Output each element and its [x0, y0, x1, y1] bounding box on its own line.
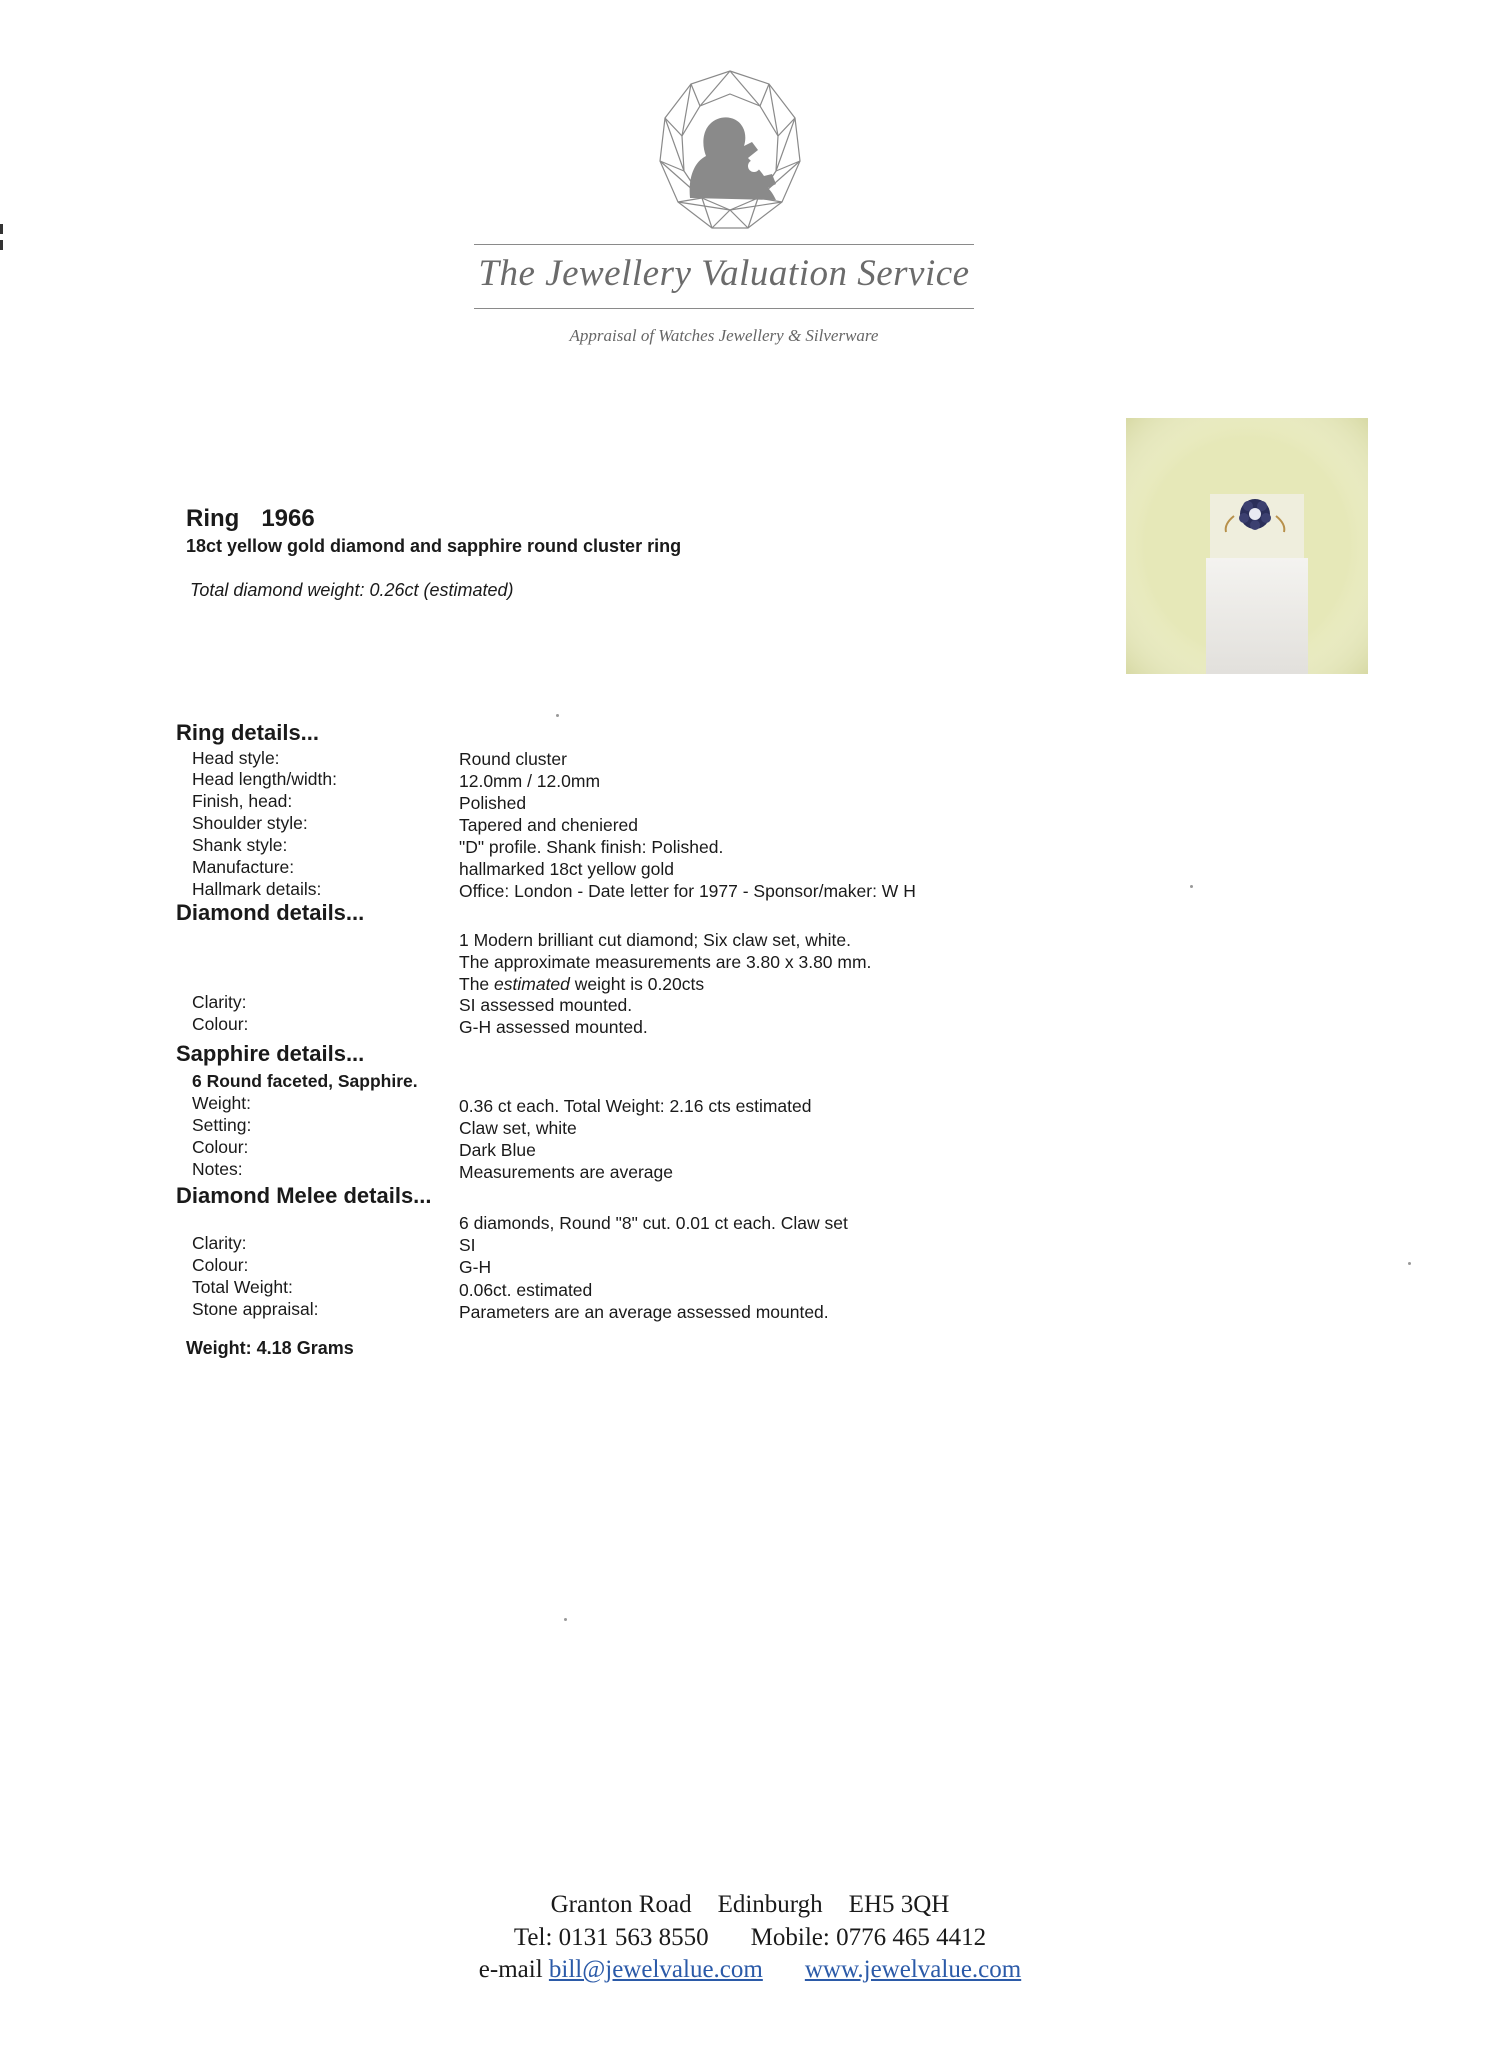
- sapphire-detail-value: Measurements are average: [459, 1162, 673, 1182]
- ring-detail-value: 12.0mm / 12.0mm: [459, 771, 601, 791]
- sapphire-detail-label: Setting:: [192, 1115, 252, 1135]
- melee-detail-value: 0.06ct. estimated: [459, 1280, 593, 1300]
- scan-edge-mark: [0, 224, 3, 234]
- diamond-measurements: The approximate measurements are 3.80 x 3.80 mm.: [459, 952, 872, 972]
- sapphire-subheading: 6 Round faceted, Sapphire.: [192, 1071, 418, 1091]
- ring-photo: [1126, 418, 1368, 674]
- footer-address: [400, 1891, 1100, 1919]
- scan-speck: [556, 714, 559, 717]
- sapphire-detail-label: Notes:: [192, 1159, 243, 1179]
- ring-detail-value: Office: London - Date letter for 1977 - Sponsor/maker: W H: [459, 881, 916, 901]
- ring-detail-label: Head style:: [192, 748, 280, 768]
- ring-detail-value: Round cluster: [459, 749, 567, 769]
- melee-detail-label: Stone appraisal:: [192, 1299, 319, 1319]
- total-weight: Weight: 4.18 Grams: [186, 1338, 354, 1358]
- melee-detail-label: Total Weight:: [192, 1277, 293, 1297]
- melee-detail-label: Colour:: [192, 1255, 249, 1275]
- sapphire-detail-value: 0.36 ct each. Total Weight: 2.16 cts estimated: [459, 1096, 812, 1116]
- footer-website-link[interactable]: www.jewelvalue.com: [804, 1956, 1022, 1983]
- footer-email-link[interactable]: bill@jewelvalue.com: [548, 1956, 763, 1983]
- brand-logo: [650, 66, 810, 236]
- item-type: Ring: [186, 505, 240, 532]
- diamond-detail-value: G-H assessed mounted.: [459, 1017, 648, 1037]
- ring-detail-label: Manufacture:: [192, 857, 295, 877]
- sapphire-detail-value: Claw set, white: [459, 1118, 577, 1138]
- footer-tel: Tel: 0131 563 8550: [513, 1924, 709, 1951]
- diamond-description: 1 Modern brilliant cut diamond; Six claw set, white.: [459, 930, 851, 950]
- ring-detail-value: Tapered and cheniered: [459, 815, 639, 835]
- scan-speck: [1190, 885, 1193, 888]
- sapphire-detail-label: Weight:: [192, 1093, 252, 1113]
- melee-detail-label: Clarity:: [192, 1233, 247, 1253]
- ring-detail-label: Head length/width:: [192, 769, 337, 789]
- ring-detail-label: Shoulder style:: [192, 813, 308, 833]
- ring-detail-value: hallmarked 18ct yellow gold: [459, 859, 674, 879]
- diamond-estimated-weight: The estimated weight is 0.20cts: [459, 974, 705, 994]
- scan-speck: [564, 1618, 567, 1621]
- melee-details-heading: Diamond Melee details...: [176, 1183, 432, 1208]
- ring-detail-value: "D" profile. Shank finish: Polished.: [459, 837, 724, 857]
- scan-speck: [1408, 1262, 1411, 1265]
- ring-details-heading: Ring details...: [176, 720, 320, 745]
- brand-name: The Jewellery Valuation Service: [478, 253, 970, 294]
- footer-phones: [400, 1924, 1100, 1952]
- footer-postcode: EH5 3QH: [848, 1891, 950, 1918]
- footer-street: Granton Road: [550, 1891, 692, 1918]
- brand-rule-bottom: [474, 308, 974, 309]
- sapphire-detail-label: Colour:: [192, 1137, 249, 1157]
- item-description: 18ct yellow gold diamond and sapphire round cluster ring: [186, 536, 682, 556]
- ring-detail-label: Shank style:: [192, 835, 288, 855]
- brand-rule-top: [474, 244, 974, 245]
- total-diamond-weight: Total diamond weight: 0.26ct (estimated): [190, 580, 514, 600]
- melee-detail-value: Parameters are an average assessed mounted.: [459, 1302, 829, 1322]
- melee-detail-value: G-H: [459, 1257, 492, 1277]
- footer-contact: [400, 1956, 1100, 1984]
- brand-tagline: Appraisal of Watches Jewellery & Silverware: [569, 326, 879, 345]
- diamond-details-heading: Diamond details...: [176, 900, 365, 925]
- item-number: 1966: [261, 505, 315, 532]
- sapphire-detail-value: Dark Blue: [459, 1140, 536, 1160]
- ring-detail-label: Hallmark details:: [192, 879, 322, 899]
- diamond-detail-value: SI assessed mounted.: [459, 995, 633, 1015]
- item-title: [186, 505, 315, 533]
- footer-city: Edinburgh: [717, 1891, 823, 1918]
- sapphire-details-heading: Sapphire details...: [176, 1041, 365, 1066]
- ring-detail-value: Polished: [459, 793, 527, 813]
- scan-edge-mark: [0, 240, 3, 250]
- diamond-detail-label: Clarity:: [192, 992, 247, 1012]
- melee-description: 6 diamonds, Round "8" cut. 0.01 ct each. Claw set: [459, 1213, 848, 1233]
- footer-mobile: Mobile: 0776 465 4412: [750, 1924, 987, 1951]
- ring-detail-label: Finish, head:: [192, 791, 293, 811]
- footer-email-label: e-mail: [478, 1956, 549, 1983]
- melee-detail-value: SI: [459, 1235, 476, 1255]
- diamond-detail-label: Colour:: [192, 1014, 249, 1034]
